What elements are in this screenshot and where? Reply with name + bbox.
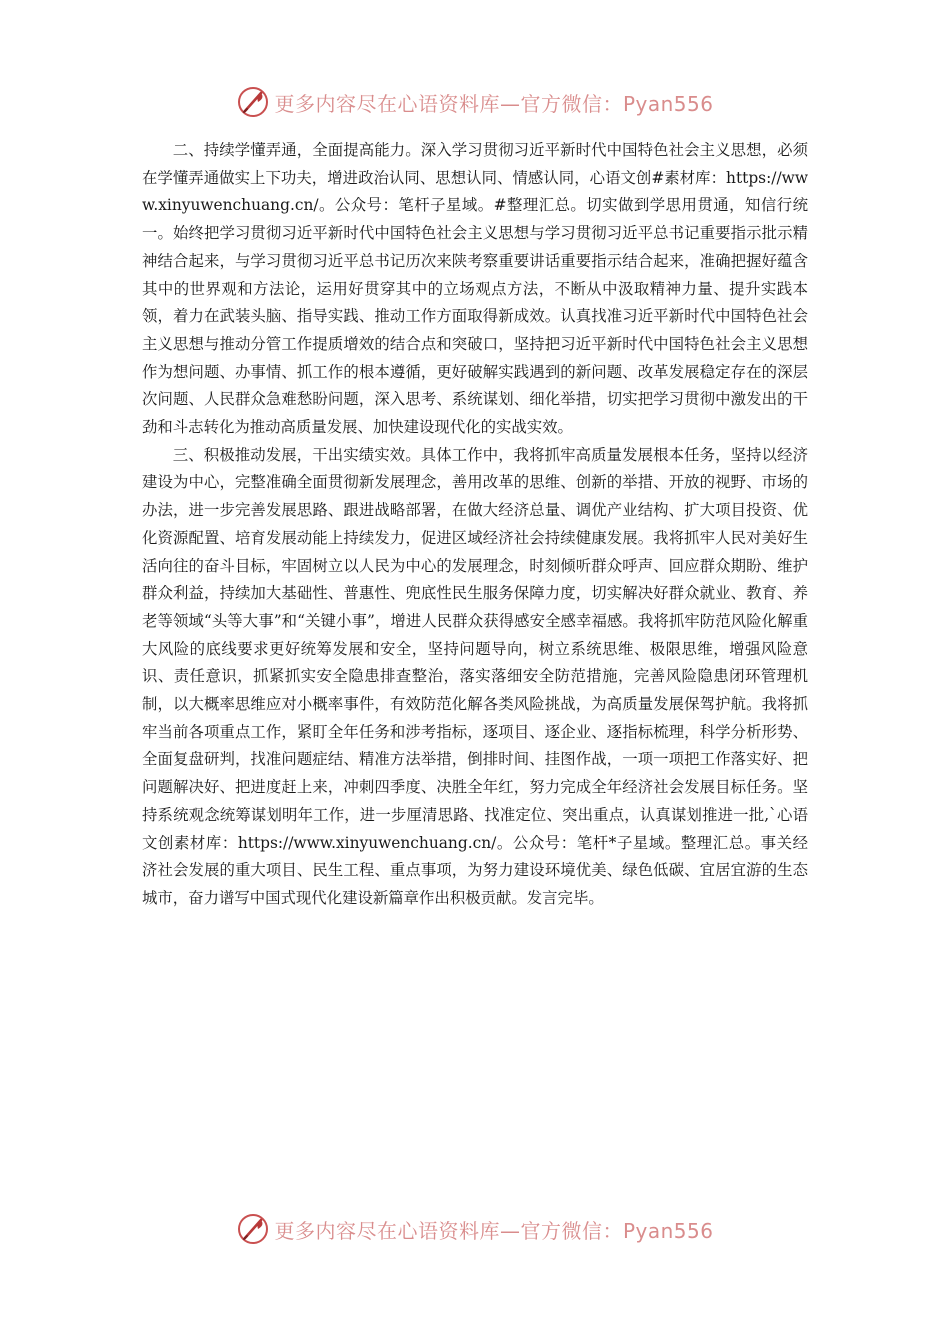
footer-banner <box>0 1209 950 1249</box>
paragraph-2: 二、持续学懂弄通，全面提高能力。深入学习贯彻习近平新时代中国特色社会主义思想，必须在学懂弄通做实上下功夫，增进政治认同、思想认同、情感认同，心语文创#素材库：https://www.xinyuwenchuang.cn/。公众号：笔杆子星域。#整理汇总。切实做到学思用贯通，知信行统一。始终把学习贯彻习近平新时代中国特色社会主义思想与学习贯彻习近平总书记重要指示批示精神结合起来，与学习贯彻习近平总书记历次来陕考察重要讲话重要指示结合起来，准确把握好蕴含其中的世界观和方法论，运用好贯穿其中的立场观点方法，不断从中汲取精神力量、提升实践本领，着力在武装头脑、指导实践、推动工作方面取得新成效。认真找准习近平新时代中国特色社会主义思想与推动分管工作提质增效的结合点和突破口，坚持把习近平新时代中国特色社会主义思想作为想问题、办事情、抓工作的根本遵循，更好破解实践遇到的新问题、改革发展稳定存在的深层次问题、人民群众急难愁盼问题，深入思考、系统谋划、细化举措，切实把学习贯彻中激发出的干劲和斗志转化为推动高质量发展、加快建设现代化的实战实效。 <box>142 141 808 437</box>
quill-logo-icon <box>236 85 270 119</box>
header-banner-text: 更多内容尽在心语资料库—官方微信：Pyan556 <box>274 91 714 116</box>
footer-banner-text: 更多内容尽在心语资料库—官方微信：Pyan556 <box>274 1218 714 1243</box>
header-banner <box>0 82 950 122</box>
quill-logo-icon <box>236 1212 270 1246</box>
paragraph-3: 三、积极推动发展，干出实绩实效。具体工作中，我将抓牢高质量发展根本任务，坚持以经济建设为中心，完整准确全面贯彻新发展理念，善用改革的思维、创新的举措、开放的视野、市场的办法，进一步完善发展思路、跟进战略部署，在做大经济总量、调优产业结构、扩大项目投资、优化资源配置、培育发展动能上持续发力，促进区域经济社会持续健康发展。我将抓牢人民对美好生活向往的奋斗目标，牢固树立以人民为中心的发展理念，时刻倾听群众呼声、回应群众期盼、维护群众利益，持续加大基础性、普惠性、兜底性民生服务保障力度，切实解决好群众就业、教育、养老等领域“头等大事”和“关键小事”，增进人民群众获得感安全感幸福感。我将抓牢防范风险化解重大风险的底线要求更好统筹发展和安全，坚持问题导向，树立系统思维、极限思维，增强风险意识、责任意识，抓紧抓实安全隐患排查整治，落实落细安全防范措施，完善风险隐患闭环管理机制，以大概率思维应对小概率事件，有效防范化解各类风险挑战，为高质量发展保驾护航。我将抓牢当前各项重点工作，紧盯全年任务和涉考指标，逐项目、逐企业、逐指标梳理，科学分析形势、全面复盘研判，找准问题症结、精准方法举措，倒排时间、挂图作战，一项一项把工作落实好、把问题解决好、把进度赶上来，冲刺四季度、决胜全年红，努力完成全年经济社会发展目标任务。坚持系统观念统筹谋划明年工作，进一步厘清思路、找准定位、突出重点，认真谋划推进一批,`心语文创素材库：https://www.xinyuwenchuang.cn/。公众号：笔杆*子星域。整理汇总。事关经济社会发展的重大项目、民生工程、重点事项，为努力建设环境优美、绿色低碳、宜居宜游的生态城市，奋力谱写中国式现代化建设新篇章作出积极贡献。发言完毕。 <box>142 445 808 907</box>
document-body <box>142 137 808 913</box>
